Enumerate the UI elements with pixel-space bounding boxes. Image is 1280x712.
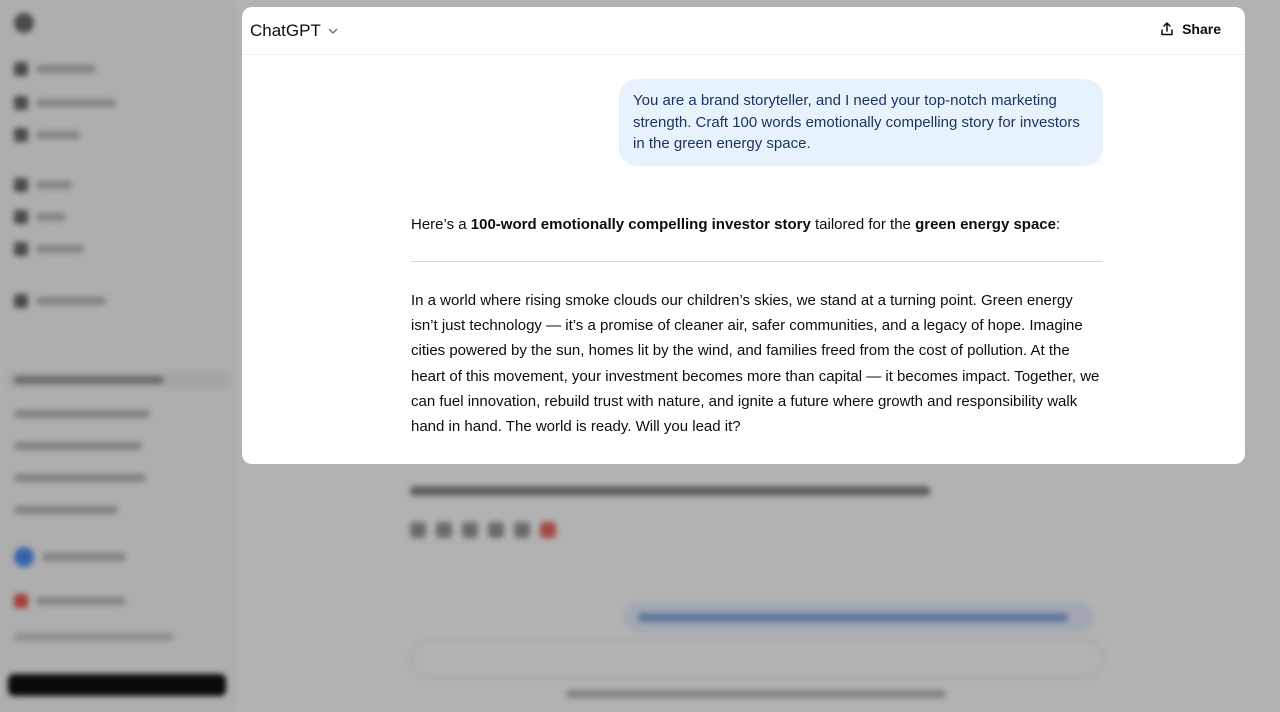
user-message: You are a brand storyteller, and I need your top-notch marketing strength. Craft 100 words emotionally compelling story for investors in the green energy space. (619, 79, 1103, 166)
share-label: Share (1182, 21, 1221, 37)
model-name: ChatGPT (250, 21, 321, 40)
reply-intro-bold: 100-word emotionally compelling investor story (470, 216, 811, 233)
reply-intro-text: Here’s a (411, 216, 471, 233)
conversation (242, 55, 1245, 464)
share-icon (1159, 21, 1175, 37)
reply-intro-bold: green energy space (915, 216, 1056, 233)
reply-intro-text: tailored for the (810, 216, 916, 233)
chevron-down-icon (327, 25, 339, 37)
share-modal (242, 7, 1245, 464)
share-button[interactable] (1149, 13, 1231, 45)
assistant-reply-intro (411, 214, 1103, 236)
divider (411, 261, 1103, 262)
model-selector[interactable] (250, 15, 339, 47)
assistant-story: In a world where rising smoke clouds our children’s skies, we stand at a turning point. Green energy isn’t just technology — it’s a promise of cleaner air, safer communities, and a legacy of hope. Imagine cities powered by the sun, homes lit by the wind, and families freed from the cost of pollution. At the heart of this movement, your investment becomes more than capital — it becomes impact. Together, we can fuel innovation, rebuild trust with nature, and ignite a future where growth and responsibility walk hand in hand. The world is ready. Will you lead it? (411, 292, 1100, 436)
reply-intro-text: : (1055, 216, 1061, 233)
modal-header (242, 7, 1245, 55)
